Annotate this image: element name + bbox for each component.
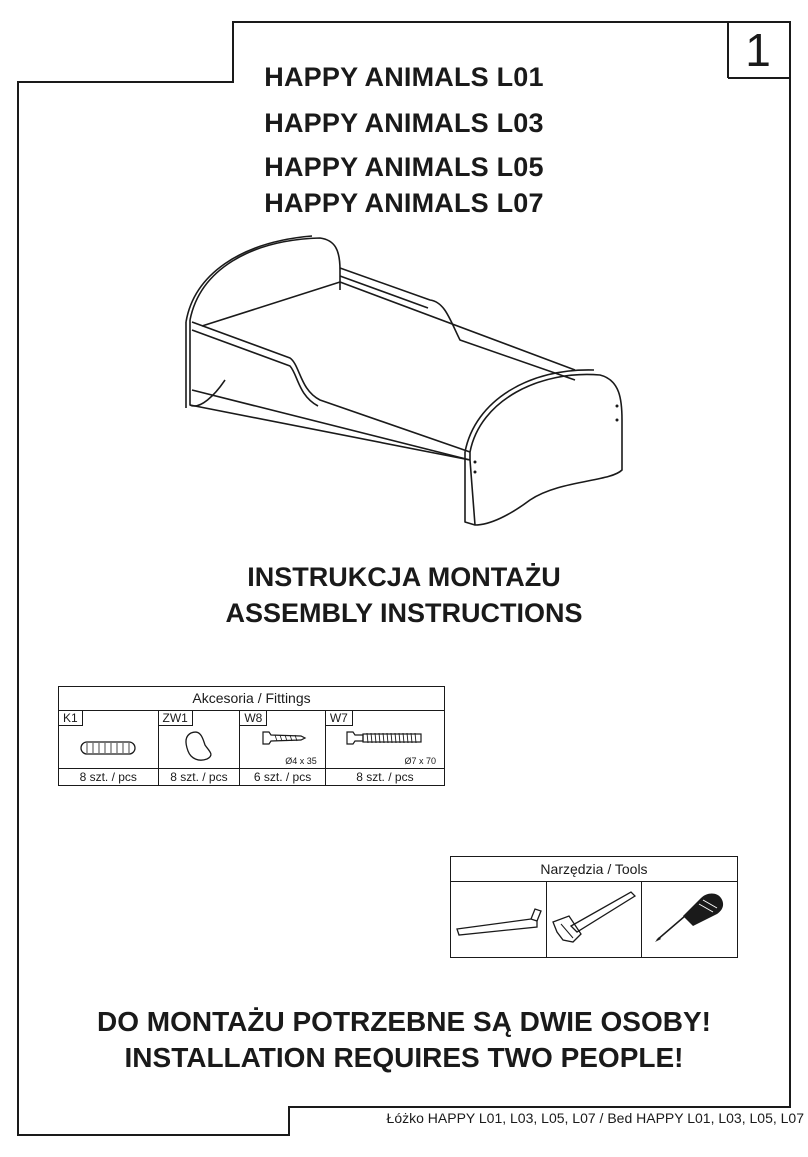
fitting-code: W7	[325, 710, 353, 726]
tools-header: Narzędzia / Tools	[451, 857, 738, 882]
screwdriver-icon	[643, 882, 737, 952]
warning-english: INSTALLATION REQUIRES TWO PEOPLE!	[124, 1042, 684, 1073]
fitting-code: K1	[58, 710, 83, 726]
fitting-w7	[325, 711, 444, 769]
cover-cap-icon	[179, 725, 219, 765]
fitting-quantity: 6 szt. / pcs	[240, 769, 326, 786]
heading-polish: INSTRUKCJA MONTAŻU	[247, 562, 561, 592]
fitting-dimension: Ø7 x 70	[404, 756, 436, 766]
warning-polish: DO MONTAŻU POTRZEBNE SĄ DWIE OSOBY!	[97, 1006, 711, 1037]
fitting-code: ZW1	[158, 710, 193, 726]
fitting-quantity: 8 szt. / pcs	[325, 769, 444, 786]
allen-key-icon	[451, 887, 545, 947]
tools-table	[450, 856, 738, 958]
product-title-l03: HAPPY ANIMALS L03	[264, 108, 544, 138]
product-title-l07: HAPPY ANIMALS L07	[264, 188, 544, 218]
fitting-quantity: 8 szt. / pcs	[158, 769, 240, 786]
screw-icon	[253, 725, 313, 751]
fitting-zw1	[158, 711, 240, 769]
heading-english: ASSEMBLY INSTRUCTIONS	[225, 598, 583, 628]
bed-illustration	[180, 230, 630, 530]
confirmat-screw-icon	[343, 725, 427, 751]
fitting-k1	[59, 711, 159, 769]
fittings-header: Akcesoria / Fittings	[59, 687, 445, 711]
tool-allen-key	[451, 882, 547, 958]
fitting-w8	[240, 711, 326, 769]
fittings-table	[58, 686, 445, 786]
fitting-quantity: 8 szt. / pcs	[59, 769, 159, 786]
page-number: 1	[745, 24, 771, 76]
footer-caption: Łóżko HAPPY L01, L03, L05, L07 / Bed HAPPY L01, L03, L05, L07	[386, 1110, 804, 1126]
product-title-l01: HAPPY ANIMALS L01	[264, 62, 544, 92]
tool-screwdriver	[642, 882, 738, 958]
dowel-icon	[73, 733, 143, 763]
tool-hammer	[546, 882, 642, 958]
product-title-l05: HAPPY ANIMALS L05	[264, 152, 544, 182]
fitting-dimension: Ø4 x 35	[285, 756, 317, 766]
hammer-icon	[547, 882, 641, 952]
fitting-code: W8	[239, 710, 267, 726]
